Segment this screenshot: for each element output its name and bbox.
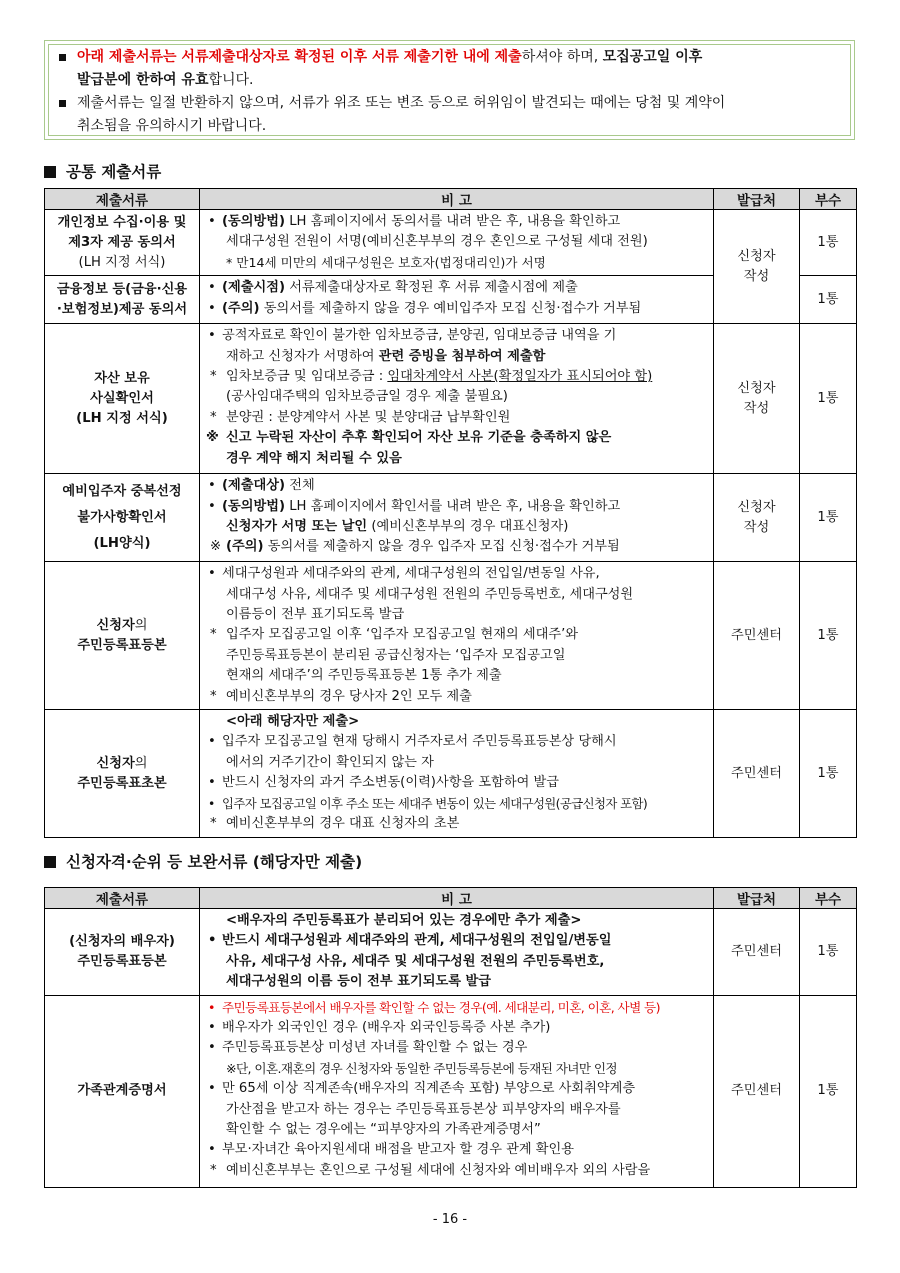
- issuer: 신청자 작성: [714, 210, 800, 324]
- doc-note: • 공적자료로 확인이 불가한 임차보증금, 분양권, 임대보증금 내역을 기 재하고 신청자가 서명하여 관련 증빙을 첨부하여 제출함 * 임차보증금 및 임대보증금 : 임대차계약서 사본(확정일자가 표시되어야 함) (공사임대주택의 임차보증금일 경우 제출 불필요) * 분양권 : 분양계약서 사본 및 분양대금 납부확인원 ※ 신고 누락된 자산이 추후 확인되어 자산 보유 기준을 충족하지 않은 경우 계약 해지 처리될 수 있음: [200, 324, 714, 474]
- table-row: [45, 710, 857, 838]
- doc-name: 예비입주자 중복선정 불가사항확인서 (LH양식): [45, 474, 200, 562]
- copies: 1통: [800, 324, 857, 474]
- copies: 1통: [800, 562, 857, 710]
- doc-name: 개인정보 수집·이용 및 제3자 제공 동의서 (LH 지정 서식): [45, 210, 200, 276]
- issuer: 주민센터: [714, 562, 800, 710]
- doc-name: 가족관계증명서: [45, 995, 200, 1187]
- notice-text: 합니다.: [208, 72, 254, 88]
- doc-name: (신청자의 배우자) 주민등록표등본: [45, 909, 200, 996]
- issuer: 주민센터: [714, 909, 800, 996]
- copies: 1통: [800, 210, 857, 276]
- copies: 1통: [800, 909, 857, 996]
- doc-note: • 세대구성원과 세대주와의 관계, 세대구성원의 전입일/변동일 사유, 세대구성 사유, 세대주 및 세대구성원 전원의 주민등록번호, 세대구성원 이름등이 전부 표기되도록 발급 * 입주자 모집공고일 이후 ‘입주자 모집공고일 현재의 세대주’와 주민등록표등본이 분리된 공급신청자는 ‘입주자 모집공고일 현재의 세대주’의 주민등록표등본 1통 추가 제출 * 예비신혼부부의 경우 당사자 2인 모두 제출: [200, 562, 714, 710]
- section-title-supplement: 신청자격·순위 등 보완서류 (해당자만 제출): [44, 850, 362, 872]
- header-doc: 제출서류: [45, 189, 200, 210]
- issuer: 주민센터: [714, 710, 800, 838]
- doc-name: 금융정보 등(금융·신용 ·보험정보)제공 동의서: [45, 276, 200, 324]
- doc-note: • (제출시점) 서류제출대상자로 확정된 후 서류 제출시점에 제출 • (주의) 동의서를 제출하지 않을 경우 예비입주자 모집 신청·접수가 거부됨: [200, 276, 714, 324]
- header-copies: 부수: [800, 888, 857, 909]
- notice-bold-text: 모집공고일 이후: [602, 49, 703, 65]
- doc-name: 신청자의 주민등록표초본: [45, 710, 200, 838]
- notice-item-1: [53, 46, 842, 92]
- table-row: [45, 995, 857, 1187]
- table-header-row: [45, 189, 857, 210]
- table-row: [45, 474, 857, 562]
- doc-note: <아래 해당자만 제출> • 입주자 모집공고일 현재 당해시 거주자로서 주민등록표등본상 당해시 에서의 거주기간이 확인되지 않는 자 • 반드시 신청자의 과거 주소변동(이력)사항을 포함하여 발급 • 입주자 모집공고일 이후 주소 또는 세대주 변동이 있는 세대구성원(공급신청자 포함) * 예비신혼부부의 경우 대표 신청자의 초본: [200, 710, 714, 838]
- notice-text: 하셔야 하며,: [521, 49, 603, 65]
- table-row: [45, 324, 857, 474]
- doc-note: <배우자의 주민등록표가 분리되어 있는 경우에만 추가 제출> • 반드시 세대구성원과 세대주와의 관계, 세대구성원의 전입일/변동일 사유, 세대구성 사유, 세대주 및 세대구성원 전원의 주민등록번호, 세대구성원의 이름 등이 전부 표기되도록 발급: [200, 909, 714, 996]
- table-header-row: [45, 888, 857, 909]
- doc-note: • (제출대상) 전체 • (동의방법) LH 홈페이지에서 확인서를 내려 받은 후, 내용을 확인하고 신청자가 서명 또는 날인 (예비신혼부부의 경우 대표신청자) ※ (주의) 동의서를 제출하지 않을 경우 입주자 모집 신청·접수가 거부됨: [200, 474, 714, 562]
- copies: 1통: [800, 710, 857, 838]
- issuer: 주민센터: [714, 995, 800, 1187]
- page-number: - 16 -: [432, 1212, 468, 1227]
- header-issuer: 발급처: [714, 888, 800, 909]
- doc-name: 자산 보유 사실확인서 (LH 지정 서식): [45, 324, 200, 474]
- bullet-square-icon: [59, 54, 66, 61]
- doc-name: 신청자의 주민등록표등본: [45, 562, 200, 710]
- bullet-square-icon: [59, 100, 66, 107]
- copies: 1통: [800, 995, 857, 1187]
- notice-box: [44, 40, 855, 140]
- issuer: 신청자 작성: [714, 324, 800, 474]
- notice-red-text: 아래 제출서류는 서류제출대상자로 확정된 이후 서류 제출기한 내에 제출: [77, 49, 522, 65]
- notice-text: 취소됨을 유의하시기 바랍니다.: [77, 118, 267, 134]
- copies: 1통: [800, 276, 857, 324]
- header-note: 비 고: [200, 888, 714, 909]
- notice-bold-text: 발급분에 한하여 유효: [77, 72, 209, 88]
- supplement-documents-table: [44, 887, 857, 1188]
- header-copies: 부수: [800, 189, 857, 210]
- table-row: [45, 562, 857, 710]
- header-issuer: 발급처: [714, 189, 800, 210]
- section-square-icon: [44, 856, 56, 868]
- notice-item-2: [53, 92, 842, 138]
- doc-note: • (동의방법) LH 홈페이지에서 동의서를 내려 받은 후, 내용을 확인하고 세대구성원 전원이 서명(예비신혼부부의 경우 혼인으로 구성될 세대 전원) * 만14세 미만의 세대구성원은 보호자(법정대리인)가 서명: [200, 210, 714, 276]
- section-title-common: 공통 제출서류: [44, 160, 161, 182]
- doc-note: • 주민등록표등본에서 배우자를 확인할 수 없는 경우(예. 세대분리, 미혼, 이혼, 사별 등) • 배우자가 외국인인 경우 (배우자 외국인등록증 사본 추가) • 주민등록표등본상 미성년 자녀를 확인할 수 없는 경우 ※단, 이혼.재혼의 경우 신청자와 동일한 주민등록등본에 등재된 자녀만 인정 • 만 65세 이상 직계존속(배우자의 직계존속 포함) 부양으로 사회취약계층 가산점을 받고자 하는 경우는 주민등록표등본상 피부양자의 배우자를 확인할 수 없는 경우에는 “피부양자의 가족관계증명서” • 부모·자녀간 육아지원세대 배점을 받고자 할 경우 관계 확인용 * 예비신혼부부는 혼인으로 구성될 세대에 신청자와 예비배우자 외의 사람을: [200, 995, 714, 1187]
- copies: 1통: [800, 474, 857, 562]
- issuer: 신청자 작성: [714, 474, 800, 562]
- notice-text: 제출서류는 일절 반환하지 않으며, 서류가 위조 또는 변조 등으로 허위임이 발견되는 때에는 당첨 및 계약이: [77, 95, 726, 111]
- header-doc: 제출서류: [45, 888, 200, 909]
- common-documents-table: [44, 188, 857, 838]
- table-row: [45, 909, 857, 996]
- section-square-icon: [44, 166, 56, 178]
- header-note: 비 고: [200, 189, 714, 210]
- table-row: [45, 210, 857, 276]
